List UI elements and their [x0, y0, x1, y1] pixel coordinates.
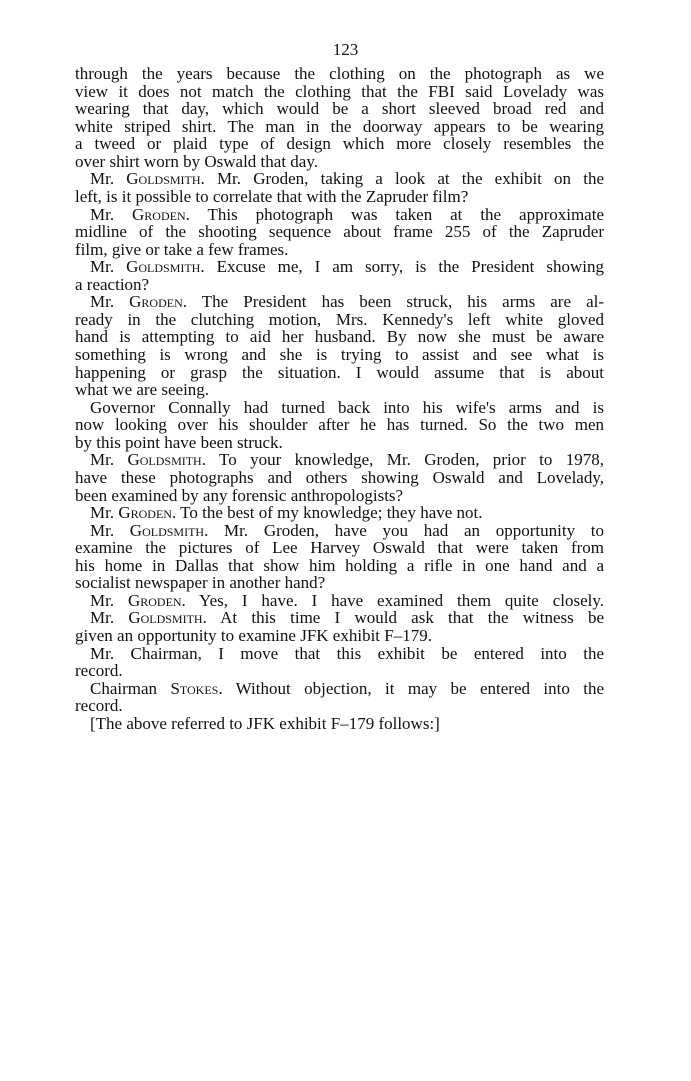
speaker-title: Mr.	[90, 590, 128, 610]
text-line	[75, 293, 604, 311]
line-text: what we are seeing.	[75, 380, 210, 400]
paragraph	[75, 206, 604, 259]
speaker-name: Goldsmith.	[127, 450, 206, 470]
text-line	[75, 135, 604, 153]
line-text: Mr. Chairman, I move that this exhibit be entered into the	[90, 643, 604, 663]
line-text: ready in the clutching motion, Mrs. Kennedy's left white gloved	[75, 309, 604, 329]
paragraph	[75, 451, 604, 504]
speaker-title: Mr.	[90, 520, 130, 540]
speaker-title: Mr.	[90, 608, 129, 628]
text-line	[75, 680, 604, 698]
paragraph	[75, 170, 604, 205]
line-text: The President has been struck, his arms are al-	[187, 292, 604, 312]
line-text: his home in Dallas that show him holding a rifle in one hand and a	[75, 555, 604, 575]
line-text: To your knowledge, Mr. Groden, prior to 1978,	[205, 450, 605, 470]
line-text: Governor Connally had turned back into his wife's arms and is	[90, 397, 604, 417]
text-line	[75, 241, 604, 259]
speaker-name: Stokes.	[170, 678, 223, 698]
line-text: a reaction?	[75, 274, 150, 294]
text-line	[75, 539, 604, 557]
text-line	[75, 557, 604, 575]
text-line	[75, 65, 604, 83]
text-line	[75, 276, 604, 294]
text-line	[75, 504, 604, 522]
text-line	[75, 592, 604, 610]
line-text: Yes, I have. I have examined them quite closely.	[185, 590, 604, 610]
text-line	[75, 311, 604, 329]
text-line	[75, 118, 604, 136]
paragraph	[75, 715, 604, 733]
line-text: over shirt worn by Oswald that day.	[75, 151, 318, 171]
text-line	[75, 662, 604, 680]
line-text: socialist newspaper in another hand?	[75, 573, 326, 593]
line-text: Mr. Groden, taking a look at the exhibit on the	[204, 169, 604, 189]
text-line	[75, 364, 604, 382]
text-line	[75, 522, 604, 540]
speaker-title: Chairman	[90, 678, 171, 698]
speaker-name: Groden.	[132, 204, 190, 224]
text-line	[75, 223, 604, 241]
paragraph	[75, 680, 604, 715]
text-line	[75, 381, 604, 399]
speaker-name: Goldsmith.	[126, 169, 205, 189]
paragraph	[75, 645, 604, 680]
text-line	[75, 83, 604, 101]
line-text: [The above referred to JFK exhibit F–179 follows:]	[90, 713, 440, 733]
line-text: white striped shirt. The man in the doorway appears to be wearing	[75, 116, 604, 136]
speaker-name: Goldsmith.	[129, 520, 209, 540]
line-text: left, is it possible to correlate that with the Zapruder film?	[75, 186, 469, 206]
line-text: through the years because the clothing on the photograph as we	[75, 64, 604, 83]
speaker-name: Goldsmith.	[126, 257, 205, 277]
speaker-title: Mr.	[90, 204, 133, 224]
page-number: 123	[332, 40, 359, 59]
paragraph	[75, 609, 604, 644]
line-text: been examined by any forensic anthropologists?	[75, 485, 404, 505]
text-line	[75, 188, 604, 206]
line-text: now looking over his shoulder after he has turned. So the two men	[75, 415, 604, 435]
line-text: hand is attempting to aid her husband. By now she must be aware	[75, 327, 604, 347]
text-line	[75, 574, 604, 592]
text-line	[75, 451, 604, 469]
paragraph	[75, 258, 604, 293]
document-body	[75, 65, 604, 732]
paragraph	[75, 399, 604, 452]
line-text: given an opportunity to examine JFK exhibit F–179.	[75, 626, 432, 645]
paragraph	[75, 504, 604, 522]
speaker-title: Mr.	[90, 450, 128, 470]
speaker-title: Mr.	[90, 292, 130, 312]
paragraph	[75, 522, 604, 592]
text-line	[75, 328, 604, 346]
text-line	[75, 715, 604, 733]
text-line	[75, 100, 604, 118]
speaker-title: Mr.	[90, 257, 127, 277]
line-text: examine the pictures of Lee Harvey Oswald that were taken from	[75, 538, 604, 558]
line-text: Mr. Groden, have you had an opportunity to	[208, 520, 604, 540]
text-line	[75, 346, 604, 364]
text-line	[75, 258, 604, 276]
line-text: record.	[75, 661, 123, 681]
text-line	[75, 434, 604, 452]
speaker-title: Mr.	[90, 169, 127, 189]
text-line	[75, 170, 604, 188]
speaker-name: Groden.	[118, 503, 177, 523]
paragraph	[75, 592, 604, 610]
text-line	[75, 487, 604, 505]
line-text: To the best of my knowledge; they have not.	[176, 503, 483, 523]
speaker-name: Groden.	[129, 292, 188, 312]
speaker-title: Mr.	[90, 503, 119, 523]
line-text: by this point have been struck.	[75, 432, 283, 452]
paragraph	[75, 65, 604, 170]
line-text: This photograph was taken at the approximate	[189, 204, 604, 224]
line-text: Without objection, it may be entered into the	[222, 678, 604, 698]
paragraph	[75, 293, 604, 398]
line-text: At this time I would ask that the witness be	[206, 608, 604, 628]
line-text: midline of the shooting sequence about frame 255 of the Zapruder	[75, 222, 604, 242]
text-line	[75, 416, 604, 434]
line-text: wearing that day, which would be a short sleeved broad red and	[75, 99, 604, 119]
text-line	[75, 206, 604, 224]
text-line	[75, 609, 604, 627]
text-line	[75, 627, 604, 645]
text-line	[75, 153, 604, 171]
text-line	[75, 469, 604, 487]
line-text: view it does not match the clothing that the FBI said Lovelady was	[75, 81, 604, 101]
line-text: a tweed or plaid type of design which more closely resembles the	[75, 134, 604, 154]
line-text: record.	[75, 696, 123, 716]
text-line	[75, 399, 604, 417]
line-text: something is wrong and she is trying to assist and see what is	[75, 345, 604, 364]
line-text: Excuse me, I am sorry, is the President showing	[204, 257, 604, 277]
text-line	[75, 645, 604, 663]
speaker-name: Groden.	[127, 590, 186, 610]
speaker-name: Goldsmith.	[128, 608, 207, 628]
line-text: happening or grasp the situation. I would assume that is about	[75, 362, 604, 382]
text-line	[75, 697, 604, 715]
line-text: have these photographs and others showing Oswald and Lovelady,	[75, 467, 604, 487]
line-text: film, give or take a few frames.	[75, 239, 289, 259]
